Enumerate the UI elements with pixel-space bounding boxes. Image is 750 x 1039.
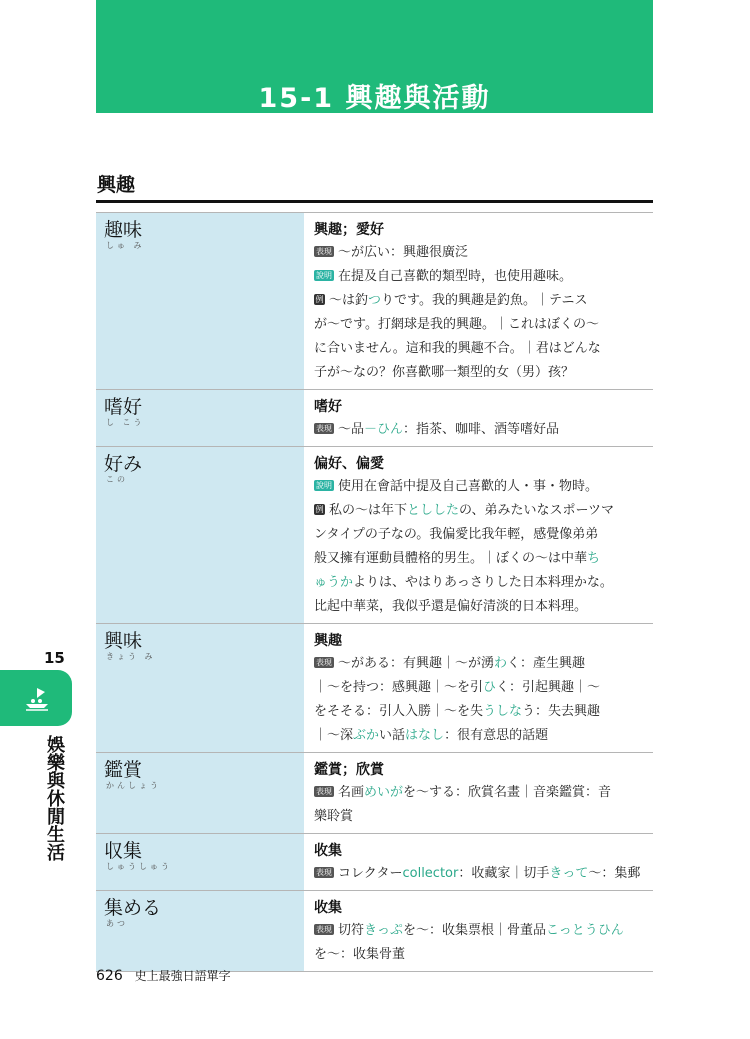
furigana-text: はなし bbox=[405, 728, 445, 743]
word-cell bbox=[96, 753, 304, 834]
expression-text: う：失去興趣 bbox=[522, 704, 601, 719]
example-text: 般又擁有運動員體格的男生。｜ぼくの～は中華 bbox=[314, 551, 588, 566]
book-title: 史上最強日語單字 bbox=[134, 969, 231, 983]
example-text: よりは、やはりあっさりした日本料理かな。 bbox=[353, 575, 613, 590]
expression-text: ｜～を持つ：感興趣｜～を引 bbox=[314, 680, 484, 695]
vocab-word: 収集 bbox=[104, 840, 143, 862]
example-text: 私の～は年下 bbox=[329, 503, 408, 518]
expression-text: ～：集郵 bbox=[588, 866, 641, 881]
definition-cell bbox=[304, 753, 653, 834]
example-text: 子が～なの？你喜歡哪一類型的女（男）孩？ bbox=[314, 365, 575, 380]
explanation-text: 使用在會話中提及自己喜歡的人・事・物時。 bbox=[338, 479, 599, 494]
example-text: ンタイプの子なの。我偏愛比我年輕，感覺像弟弟 bbox=[314, 527, 599, 542]
example-text: 比起中華菜，我似乎還是偏好清淡的日本料理。 bbox=[314, 599, 588, 614]
definition-cell bbox=[304, 213, 653, 390]
vocab-word: 嗜好 bbox=[104, 396, 143, 418]
vocab-meaning: 收集 bbox=[314, 900, 342, 916]
furigana-text: つ bbox=[368, 293, 382, 308]
expression-text: をそそる：引人入勝｜～を失 bbox=[314, 704, 484, 719]
table-row bbox=[96, 624, 653, 753]
expression-tag: 表現 bbox=[316, 925, 332, 934]
furigana-text: ぶか bbox=[353, 728, 380, 743]
furigana-text: きって bbox=[549, 866, 589, 881]
expression-text: い話 bbox=[379, 728, 406, 743]
section-divider bbox=[96, 200, 653, 203]
furigana-text: collector bbox=[402, 866, 459, 881]
furigana-text: ゅうか bbox=[314, 575, 354, 590]
vocab-table bbox=[96, 212, 653, 972]
example-text: の、弟みたいなスポーツマ bbox=[459, 503, 614, 518]
vocab-word: 集める bbox=[104, 897, 162, 919]
expression-text: を～する：欣賞名畫｜音楽鑑賞：音 bbox=[403, 785, 612, 800]
table-row bbox=[96, 891, 653, 972]
furigana-text: －ひん bbox=[364, 422, 404, 437]
expression-text: 名画 bbox=[338, 785, 365, 800]
expression-tag: 表現 bbox=[316, 424, 332, 433]
expression-tag: 表現 bbox=[316, 658, 332, 667]
table-row bbox=[96, 213, 653, 390]
definition-cell bbox=[304, 891, 653, 972]
chapter-banner bbox=[96, 0, 653, 113]
vocab-reading: し こう bbox=[106, 418, 145, 427]
expression-text: く：產生興趣 bbox=[507, 656, 586, 671]
expression-tag: 表現 bbox=[316, 868, 332, 877]
vocab-reading: この bbox=[106, 475, 128, 484]
chapter-number: 15 bbox=[44, 649, 65, 667]
explanation-tag: 說明 bbox=[316, 481, 332, 490]
example-tag: 例 bbox=[315, 505, 324, 514]
vocab-meaning: 興趣；愛好 bbox=[314, 222, 384, 238]
expression-text: ｜～深 bbox=[314, 728, 354, 743]
expression-text: コレクター bbox=[338, 866, 403, 881]
vocab-meaning: 嗜好 bbox=[314, 399, 342, 415]
vocab-word: 鑑賞 bbox=[104, 759, 143, 781]
definition-cell bbox=[304, 624, 653, 753]
word-cell bbox=[96, 834, 304, 891]
chapter-title: 娛樂與休閒生活 bbox=[44, 735, 65, 861]
expression-tag: 表現 bbox=[316, 787, 332, 796]
example-text: が～です。打網球是我的興趣。｜これはぼくの～ bbox=[314, 317, 599, 332]
table-row bbox=[96, 447, 653, 624]
furigana-text: ひ bbox=[483, 680, 497, 695]
chapter-badge bbox=[0, 670, 72, 726]
example-text: りです。我的興趣是釣魚。｜テニス bbox=[381, 293, 588, 308]
word-cell bbox=[96, 213, 304, 390]
furigana-text: きっぷ bbox=[364, 923, 404, 938]
expression-text: く：引起興趣｜～ bbox=[496, 680, 601, 695]
vocab-meaning: 收集 bbox=[314, 843, 342, 859]
furigana-text: めいが bbox=[364, 785, 404, 800]
definition-cell bbox=[304, 390, 653, 447]
example-text: ～は釣 bbox=[329, 293, 369, 308]
vocab-reading: しゅうしゅう bbox=[106, 862, 172, 871]
vocab-reading: かんしょう bbox=[106, 781, 161, 790]
expression-text: ：指茶、咖啡、酒等嗜好品 bbox=[403, 422, 560, 437]
expression-text: ～がある：有興趣｜～が湧 bbox=[338, 656, 495, 671]
expression-tag: 表現 bbox=[316, 247, 332, 256]
table-row bbox=[96, 390, 653, 447]
vocab-meaning: 偏好、偏愛 bbox=[314, 456, 384, 472]
furigana-text: わ bbox=[494, 656, 508, 671]
expression-text: を～：收集票根｜骨董品 bbox=[403, 923, 547, 938]
vocab-word: 趣味 bbox=[104, 219, 143, 241]
expression-text: ：收藏家｜切手 bbox=[458, 866, 550, 881]
vocab-word: 好み bbox=[104, 453, 143, 475]
word-cell bbox=[96, 390, 304, 447]
word-cell bbox=[96, 891, 304, 972]
vocab-word: 興味 bbox=[104, 630, 143, 652]
explanation-text: 在提及自己喜歡的類型時，也使用趣味。 bbox=[338, 269, 573, 284]
furigana-text: こっとうひん bbox=[546, 923, 624, 938]
page-title: 15-1 興趣與活動 bbox=[258, 83, 491, 114]
vocab-reading: きょう み bbox=[106, 652, 156, 661]
section-heading: 興趣 bbox=[97, 174, 136, 196]
page-footer bbox=[96, 967, 231, 984]
vocab-meaning: 興趣 bbox=[314, 633, 342, 649]
table-row bbox=[96, 834, 653, 891]
word-cell bbox=[96, 447, 304, 624]
explanation-tag: 說明 bbox=[316, 271, 332, 280]
example-tag: 例 bbox=[315, 295, 324, 304]
expression-text: 樂聆賞 bbox=[314, 809, 354, 824]
expression-text: 切符 bbox=[338, 923, 365, 938]
furigana-text: ち bbox=[587, 551, 601, 566]
example-text: に合いません。這和我的興趣不合。｜君はどんな bbox=[314, 341, 601, 356]
expression-text: を～：收集骨董 bbox=[314, 947, 406, 962]
vocab-reading: しゅ み bbox=[106, 241, 145, 250]
vocab-meaning: 鑑賞；欣賞 bbox=[314, 762, 384, 778]
page-number: 626 bbox=[96, 968, 123, 984]
table-row bbox=[96, 753, 653, 834]
furigana-text: としした bbox=[407, 503, 460, 518]
expression-text: ：很有意思的話題 bbox=[444, 728, 549, 743]
word-cell bbox=[96, 624, 304, 753]
definition-cell bbox=[304, 447, 653, 624]
expression-text: ～が広い：興趣很廣泛 bbox=[338, 245, 469, 260]
furigana-text: うしな bbox=[483, 704, 523, 719]
hobby-icon bbox=[22, 682, 52, 716]
expression-text: ～品 bbox=[338, 422, 365, 437]
vocab-reading: あつ bbox=[106, 919, 128, 928]
definition-cell bbox=[304, 834, 653, 891]
